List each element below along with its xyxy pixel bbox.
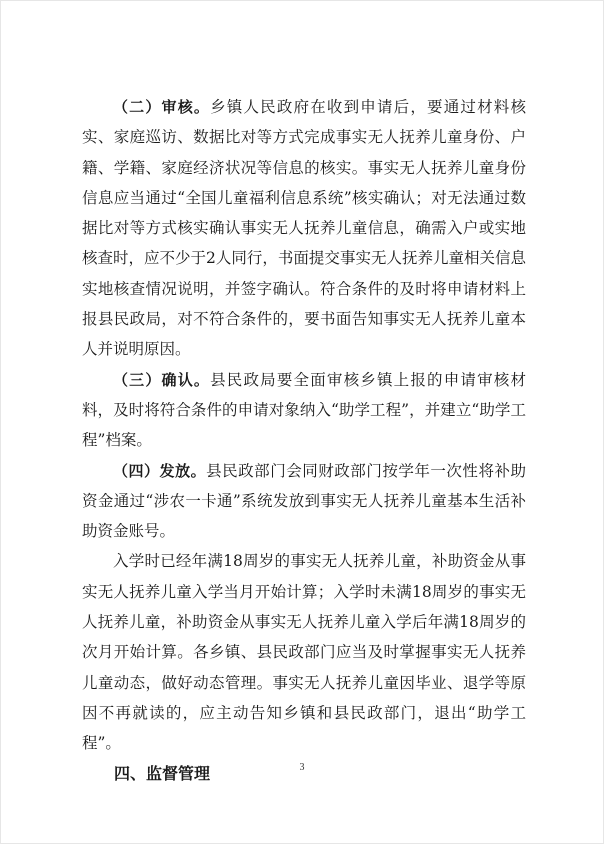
- document-body: [82, 92, 526, 789]
- paragraph-distribute: [82, 456, 526, 547]
- text-review: 乡镇人民政府在收到申请后，要通过材料核实、家庭巡访、数据比对等方式完成事实无人抚养儿童身份、户籍、学籍、家庭经济状况等信息的核实。事实无人抚养儿童身份信息应当通过“全国儿童福利信息系统”核实确认；对无法通过数据比对等方式核实确认事实无人抚养儿童信息，确需入户或实地核查时，应不少于2人同行，书面提交事实无人抚养儿童相关信息实地核查情况说明，并签字确认。符合条件的及时将申请材料上报县民政局，对不符合条件的，要书面告知事实无人抚养儿童本人并说明原因。: [82, 98, 526, 359]
- heading-distribute: （四）发放。: [113, 461, 207, 480]
- paragraph-age-rule: [82, 546, 526, 758]
- text-confirm: 县民政局要全面审核乡镇上报的申请审核材料，及时将符合条件的申请对象纳入“助学工程”，并建立“助学工程”档案。: [82, 370, 526, 450]
- section-heading-supervision: 四、监督管理: [114, 763, 211, 783]
- heading-confirm: （三）确认。: [113, 370, 211, 389]
- page-number: 3: [299, 762, 305, 773]
- heading-review: （二）审核。: [113, 98, 211, 116]
- text-distribute: 县民政部门会同财政部门按学年一次性将补助资金通过“涉农一卡通”系统发放到事实无人抚养儿童基本生活补助资金账号。: [82, 461, 526, 541]
- paragraph-review: [82, 92, 526, 365]
- paragraph-confirm: [82, 365, 526, 456]
- text-age-rule: 入学时已经年满18周岁的事实无人抚养儿童，补助资金从事实无人抚养儿童入学当月开始计算；入学时未满18周岁的事实无人抚养儿童，补助资金从事实无人抚养儿童入学后年满18周岁的次月开始计算。各乡镇、县民政部门应当及时掌握事实无人抚养儿童动态，做好动态管理。事实无人抚养儿童因毕业、退学等原因不再就读的，应主动告知乡镇和县民政部门，退出“助学工程”。: [82, 552, 526, 753]
